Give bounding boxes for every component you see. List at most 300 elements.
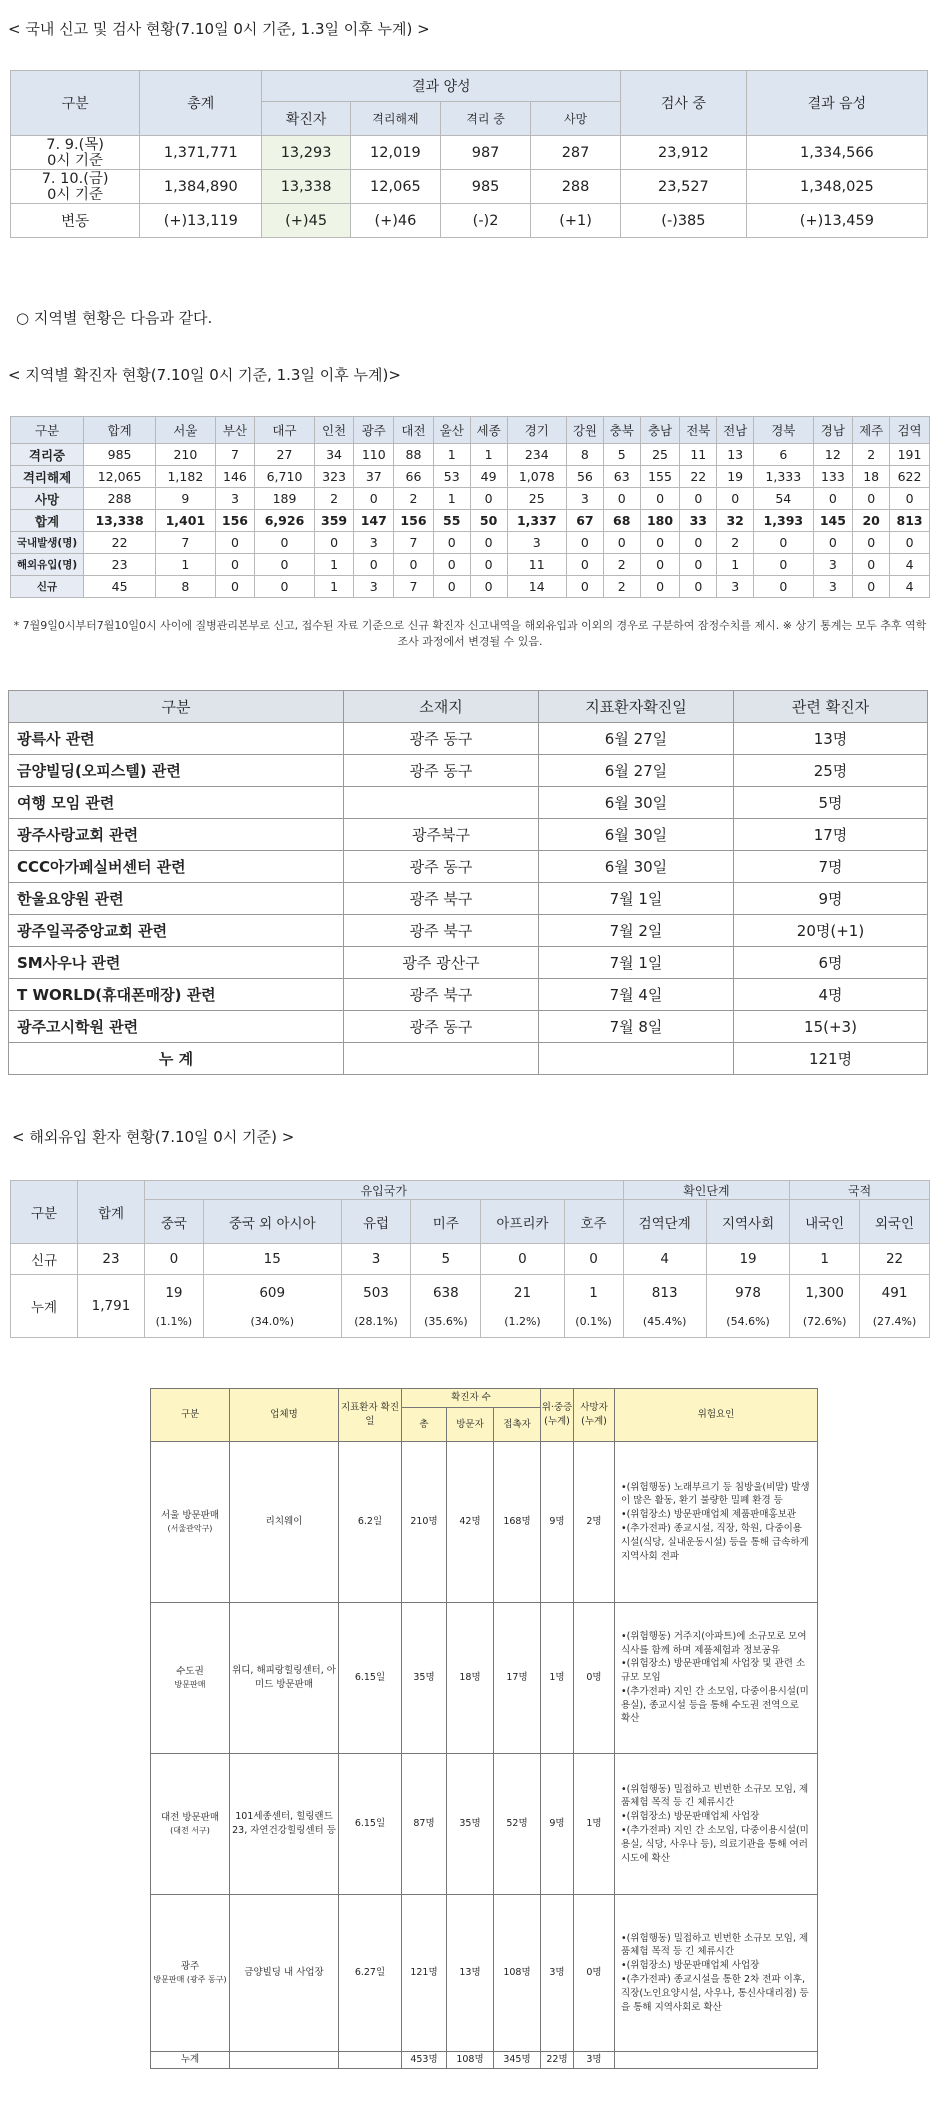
row-label: 격리해제 — [11, 466, 84, 488]
table-cell: 1 — [790, 1244, 860, 1275]
table-cell: 0 — [890, 532, 930, 554]
table-row — [9, 787, 928, 819]
risk-item: •(위험행동) 밀접하고 빈번한 소규모 모임, 제품체험 목적 등 긴 체류시간 — [621, 1932, 809, 1958]
header-deaths: 사망 — [531, 102, 621, 136]
header-nationality: 국적 — [790, 1181, 930, 1200]
cluster-count: 20명(+1) — [734, 915, 928, 947]
cumulative-value: 638 — [432, 1284, 459, 1301]
table-cell: 110 — [354, 444, 394, 466]
table-row — [9, 851, 928, 883]
table-cell: 54 — [754, 488, 813, 510]
cumulative-percent: (1.2%) — [504, 1314, 541, 1328]
table-row — [11, 170, 928, 204]
regional-cases-table — [10, 416, 930, 598]
table-cell: 37 — [354, 466, 394, 488]
table-cell: 0 — [394, 554, 434, 576]
empty-cell — [230, 2052, 339, 2069]
cluster-index-date: 6월 27일 — [539, 723, 734, 755]
total-contact: 345명 — [494, 2052, 541, 2069]
table-row — [151, 1895, 818, 2052]
cell-visitor: 13명 — [447, 1895, 494, 2052]
cluster-name: 금양빌딩(오피스텔) 관련 — [9, 755, 344, 787]
table-cell: 147 — [354, 510, 394, 532]
header-negative: 결과 음성 — [746, 71, 927, 136]
header-risk: 위험요인 — [615, 1389, 818, 1442]
table-cell: 88 — [394, 444, 434, 466]
cell-released: 12,065 — [350, 170, 440, 204]
cell-negative: (+)13,459 — [746, 204, 927, 238]
cluster-location: 광주 동구 — [344, 755, 539, 787]
cumulative-value: 1,300 — [805, 1284, 844, 1301]
table-cell: 191 — [890, 444, 930, 466]
row-label-main: 수도권 — [176, 1666, 204, 1678]
cell-severe: 3명 — [541, 1895, 574, 2052]
cumulative-cell — [145, 1275, 204, 1338]
row-label: 합계 — [11, 510, 84, 532]
table-cell: 66 — [394, 466, 434, 488]
table-cell: 0 — [890, 488, 930, 510]
table-cell: 22 — [84, 532, 156, 554]
cluster-location: 광주 북구 — [344, 915, 539, 947]
cell-company: 금양빌딩 내 사업장 — [230, 1895, 339, 2052]
cluster-index-date: 6월 30일 — [539, 787, 734, 819]
table-cell: 13 — [717, 444, 754, 466]
cell-confirmed: (+)45 — [262, 204, 350, 238]
header-cases: 확진자 수 — [402, 1389, 541, 1408]
column-header: 인천 — [314, 417, 354, 444]
cell-company: 위디, 해피랑힐링센터, 아미드 방문판매 — [230, 1603, 339, 1754]
cell-severe: 9명 — [541, 1754, 574, 1895]
table-cell: 19 — [717, 466, 754, 488]
table-cell: 7 — [156, 532, 215, 554]
column-header: 부산 — [215, 417, 255, 444]
table-cell: 0 — [566, 554, 603, 576]
table-cell: 6 — [754, 444, 813, 466]
table-cell: 0 — [433, 532, 470, 554]
new-row — [11, 1244, 930, 1275]
cell-contact: 168명 — [494, 1442, 541, 1603]
risk-item: •(위험장소) 방문판매업체 사업장 및 관련 소규모 모임 — [621, 1658, 806, 1684]
header-gubun: 구분 — [11, 71, 140, 136]
table-cell: 1 — [156, 554, 215, 576]
column-header: 경기 — [507, 417, 566, 444]
risk-item: •(추가전파) 종교시설, 직장, 학원, 다중이용시설(식당, 실내운동시설) 등을 통해 급속하게 지역사회 전파 — [621, 1523, 809, 1562]
table-cell: 3 — [507, 532, 566, 554]
table-cell: 0 — [640, 554, 680, 576]
table-row — [11, 444, 930, 466]
cell-testing: 23,527 — [621, 170, 747, 204]
cluster-name: 광주일곡중앙교회 관련 — [9, 915, 344, 947]
header-gubun: 구분 — [9, 691, 344, 723]
table-cell: 0 — [754, 576, 813, 598]
header-total: 총계 — [140, 71, 262, 136]
header-released: 격리해제 — [350, 102, 440, 136]
column-header: 울산 — [433, 417, 470, 444]
column-header: 검역단계 — [623, 1200, 706, 1244]
table-cell: 288 — [84, 488, 156, 510]
row-label — [151, 1442, 230, 1603]
cumulative-cell — [203, 1275, 341, 1338]
table-cell: 12 — [813, 444, 853, 466]
column-header: 서울 — [156, 417, 215, 444]
header-confirmed: 확진자 — [262, 102, 350, 136]
cluster-location: 광주 북구 — [344, 883, 539, 915]
table-row — [151, 1754, 818, 1895]
header-gubun: 구분 — [151, 1389, 230, 1442]
risk-item: •(위험행동) 거주지(아파트)에 소규모로 모여 식사를 함께 하며 제품체험과 정보공유 — [621, 1630, 807, 1656]
table-cell: 2 — [603, 554, 640, 576]
cell-negative: 1,348,025 — [746, 170, 927, 204]
table-row — [11, 532, 930, 554]
header-deaths: 사망자 (누계) — [574, 1389, 615, 1442]
cluster-index-date: 6월 27일 — [539, 755, 734, 787]
cluster-location — [344, 787, 539, 819]
cumulative-percent: (1.1%) — [155, 1314, 193, 1328]
table-cell: 8 — [566, 444, 603, 466]
table-cell: 68 — [603, 510, 640, 532]
cumulative-value: 609 — [259, 1284, 286, 1301]
cumulative-row — [11, 1275, 930, 1338]
cluster-index-date: 7월 4일 — [539, 979, 734, 1011]
header-related: 관련 확진자 — [734, 691, 928, 723]
risk-item: •(위험장소) 방문판매업체 제품판매홍보관 — [621, 1509, 797, 1521]
table-header-row — [11, 417, 930, 444]
table-cell: 63 — [603, 466, 640, 488]
table-cell: 15 — [203, 1244, 341, 1275]
header-index-date: 지표환자 확진일 — [339, 1389, 402, 1442]
cell-isolating: 987 — [441, 136, 531, 170]
cluster-name: 광주사랑교회 관련 — [9, 819, 344, 851]
table-cell: 0 — [603, 532, 640, 554]
table-cell: 0 — [566, 576, 603, 598]
row-label-sub: (대전 서구) — [170, 1826, 210, 1836]
cluster-count: 6명 — [734, 947, 928, 979]
column-header: 지역사회 — [706, 1200, 789, 1244]
cell-visitor: 18명 — [447, 1603, 494, 1754]
header-total: 합계 — [78, 1181, 145, 1244]
empty-cell — [339, 2052, 402, 2069]
row-label: 7. 9.(목) 0시 기준 — [11, 136, 140, 170]
table-cell: 18 — [853, 466, 890, 488]
table-cell: 34 — [314, 444, 354, 466]
table-cell: 0 — [470, 488, 507, 510]
table-cell: 359 — [314, 510, 354, 532]
table-row — [11, 204, 928, 238]
table-cell: 50 — [470, 510, 507, 532]
table-cell: 0 — [853, 488, 890, 510]
table-cell: 1 — [433, 444, 470, 466]
header-index-date: 지표환자확진일 — [539, 691, 734, 723]
table-cell: 3 — [354, 576, 394, 598]
table-cell: 0 — [481, 1244, 564, 1275]
cell-date: 6.27일 — [339, 1895, 402, 2052]
table-cell: 0 — [640, 576, 680, 598]
table-cell: 3 — [354, 532, 394, 554]
table-cell: 22 — [860, 1244, 930, 1275]
risk-factors — [615, 1442, 818, 1603]
row-label: 신규 — [11, 1244, 78, 1275]
table-cell: 0 — [754, 532, 813, 554]
table-cell: 1 — [717, 554, 754, 576]
cluster-index-date: 7월 8일 — [539, 1011, 734, 1043]
cluster-location: 광주북구 — [344, 819, 539, 851]
section2-title: < 지역별 확진자 현황(7.10일 0시 기준, 1.3일 이후 누계)> — [8, 366, 401, 384]
column-header: 경북 — [754, 417, 813, 444]
table-cell: 3 — [813, 576, 853, 598]
table-cell: 67 — [566, 510, 603, 532]
table-row — [9, 979, 928, 1011]
cell-deaths: 287 — [531, 136, 621, 170]
cell-deaths: 1명 — [574, 1754, 615, 1895]
cumulative-cell — [623, 1275, 706, 1338]
cell-total: 121명 — [402, 1895, 447, 2052]
cluster-name: T WORLD(휴대폰매장) 관련 — [9, 979, 344, 1011]
cumulative-percent: (28.1%) — [354, 1314, 398, 1328]
cell-date: 6.15일 — [339, 1754, 402, 1895]
header-origin: 유입국가 — [145, 1181, 624, 1200]
table-cell: 1,337 — [507, 510, 566, 532]
column-header: 중국 — [145, 1200, 204, 1244]
cumulative-value: 503 — [363, 1284, 389, 1301]
table-cell: 11 — [680, 444, 717, 466]
cluster-name: CCC아가페실버센터 관련 — [9, 851, 344, 883]
cumulative-percent: (0.1%) — [575, 1314, 612, 1328]
table-row — [11, 488, 930, 510]
cluster-count: 7명 — [734, 851, 928, 883]
row-label — [151, 1895, 230, 2052]
table-cell: 7 — [394, 576, 434, 598]
table-cell: 49 — [470, 466, 507, 488]
table-cell: 7 — [215, 444, 255, 466]
cell-severe: 9명 — [541, 1442, 574, 1603]
table-cell: 155 — [640, 466, 680, 488]
row-label: 7. 10.(금) 0시 기준 — [11, 170, 140, 204]
table-cell: 156 — [215, 510, 255, 532]
column-header: 중국 외 아시아 — [203, 1200, 341, 1244]
table-row — [9, 755, 928, 787]
table-cell: 145 — [813, 510, 853, 532]
table-row — [9, 883, 928, 915]
cluster-count: 9명 — [734, 883, 928, 915]
table-cell: 5 — [603, 444, 640, 466]
cumulative-value: 491 — [881, 1284, 908, 1301]
cell-total: (+)13,119 — [140, 204, 262, 238]
cluster-location: 광주 동구 — [344, 723, 539, 755]
table-cell: 2 — [853, 444, 890, 466]
cluster-location: 광주 동구 — [344, 851, 539, 883]
table-cell: 1 — [314, 576, 354, 598]
cell-total: 1,371,771 — [140, 136, 262, 170]
column-header: 전북 — [680, 417, 717, 444]
cumulative-value: 978 — [735, 1284, 761, 1301]
table-cell: 0 — [215, 532, 255, 554]
table-row — [11, 576, 930, 598]
table-cell: 33 — [680, 510, 717, 532]
table-cell: 7 — [394, 532, 434, 554]
total-visitor: 108명 — [447, 2052, 494, 2069]
table-cell: 0 — [255, 576, 314, 598]
table-row — [9, 819, 928, 851]
row-label — [151, 1603, 230, 1754]
table-cell: 0 — [680, 532, 717, 554]
risk-item: •(위험장소) 방문판매업체 사업장 — [621, 1960, 760, 1972]
table-cell: 0 — [640, 488, 680, 510]
cluster-count: 17명 — [734, 819, 928, 851]
table-cell: 0 — [603, 488, 640, 510]
risk-item: •(추가전파) 지인 간 소모임, 다중이용시설(미용실), 종교시설 등을 통해 수도권 전역으로 확산 — [621, 1685, 809, 1725]
cell-negative: 1,334,566 — [746, 136, 927, 170]
table-cell: 0 — [680, 576, 717, 598]
column-header: 내국인 — [790, 1200, 860, 1244]
risk-item: •(위험행동) 밀접하고 빈번한 소규모 모임, 제품체험 목적 등 긴 체류시간 — [621, 1783, 809, 1809]
column-header: 전남 — [717, 417, 754, 444]
regional-note: * 7월9일0시부터7월10일0시 사이에 질병관리본부로 신고, 접수된 자료 기준으로 신규 확진자 신고내역을 해외유입과 이외의 경우로 구분하여 잠정수치를 제시. ※ 상기 통계는 모두 추후 역학조사 과정에서 변경될 수 있음. — [13, 619, 927, 648]
cumulative-percent: (27.4%) — [872, 1314, 917, 1328]
table-row — [9, 915, 928, 947]
table-cell: 45 — [84, 576, 156, 598]
table-cell: 0 — [433, 554, 470, 576]
table-cell: 22 — [680, 466, 717, 488]
table-cell: 0 — [354, 554, 394, 576]
table-cell: 189 — [255, 488, 314, 510]
row-label: 변동 — [11, 204, 140, 238]
table-row — [9, 947, 928, 979]
table-row — [11, 554, 930, 576]
door-to-door-sales-table — [150, 1388, 818, 2069]
table-cell: 0 — [564, 1244, 623, 1275]
row-label-sub: 방문판매 — [174, 1680, 206, 1690]
table-cell: 0 — [470, 532, 507, 554]
table-cell: 2 — [717, 532, 754, 554]
cumulative-total: 1,791 — [78, 1275, 145, 1338]
risk-factors — [615, 1603, 818, 1754]
table-cell: 2 — [394, 488, 434, 510]
table-cell: 4 — [623, 1244, 706, 1275]
cluster-table — [8, 690, 928, 1075]
cell-visitor: 35명 — [447, 1754, 494, 1895]
cluster-name: 한울요양원 관련 — [9, 883, 344, 915]
table-cell: 12,065 — [84, 466, 156, 488]
cluster-count: 25명 — [734, 755, 928, 787]
table-cell: 0 — [215, 554, 255, 576]
empty-cell — [344, 1043, 539, 1075]
table-cell: 13,338 — [84, 510, 156, 532]
table-cell: 0 — [640, 532, 680, 554]
table-cell: 0 — [255, 532, 314, 554]
cumulative-cell — [706, 1275, 789, 1338]
cluster-index-date: 7월 1일 — [539, 883, 734, 915]
cumulative-cell — [564, 1275, 623, 1338]
column-header: 충남 — [640, 417, 680, 444]
table-cell: 0 — [717, 488, 754, 510]
table-cell: 1,182 — [156, 466, 215, 488]
column-header: 대전 — [394, 417, 434, 444]
table-cell: 0 — [255, 554, 314, 576]
row-label: 사망 — [11, 488, 84, 510]
table-cell: 0 — [853, 554, 890, 576]
table-row — [9, 723, 928, 755]
table-cell: 622 — [890, 466, 930, 488]
table-cell: 0 — [215, 576, 255, 598]
cell-deaths: 0명 — [574, 1603, 615, 1754]
cumulative-cell — [411, 1275, 481, 1338]
row-label: 누계 — [11, 1275, 78, 1338]
empty-cell — [615, 2052, 818, 2069]
column-header: 호주 — [564, 1200, 623, 1244]
cluster-name: 광주고시학원 관련 — [9, 1011, 344, 1043]
row-label-main: 광주 — [180, 1961, 200, 1973]
table-cell: 0 — [813, 488, 853, 510]
table-cell: 27 — [255, 444, 314, 466]
new-total: 23 — [78, 1244, 145, 1275]
cell-deaths: 288 — [531, 170, 621, 204]
table-cell: 156 — [394, 510, 434, 532]
table-row — [11, 136, 928, 170]
header-severe: 위·중증 (누계) — [541, 1389, 574, 1442]
table-cell: 6,710 — [255, 466, 314, 488]
table-cell: 6,926 — [255, 510, 314, 532]
cumulative-percent: (72.6%) — [802, 1314, 847, 1328]
cumulative-percent: (45.4%) — [642, 1314, 687, 1328]
cluster-location: 광주 북구 — [344, 979, 539, 1011]
column-header: 아프리카 — [481, 1200, 564, 1244]
cell-contact: 108명 — [494, 1895, 541, 2052]
table-cell: 0 — [354, 488, 394, 510]
table-cell: 1,401 — [156, 510, 215, 532]
table-cell: 25 — [640, 444, 680, 466]
cumulative-percent: (54.6%) — [726, 1314, 770, 1328]
cell-visitor: 42명 — [447, 1442, 494, 1603]
cell-contact: 52명 — [494, 1754, 541, 1895]
table-cell: 3 — [215, 488, 255, 510]
header-gubun: 구분 — [11, 1181, 78, 1244]
cluster-index-date: 7월 2일 — [539, 915, 734, 947]
table-cell: 1 — [314, 554, 354, 576]
table-cell: 1,393 — [754, 510, 813, 532]
row-label-main: 대전 방문판매 — [160, 1812, 220, 1824]
cluster-index-date: 7월 1일 — [539, 947, 734, 979]
table-cell: 53 — [433, 466, 470, 488]
cell-total: 1,384,890 — [140, 170, 262, 204]
column-header: 대구 — [255, 417, 314, 444]
cumulative-value: 813 — [651, 1284, 678, 1301]
table-cell: 146 — [215, 466, 255, 488]
cell-date: 6.2일 — [339, 1442, 402, 1603]
cell-deaths: 0명 — [574, 1895, 615, 2052]
cumulative-cell — [860, 1275, 930, 1338]
row-label-sub: (서울관악구) — [167, 1524, 213, 1534]
header-stage: 확인단계 — [623, 1181, 790, 1200]
total-deaths: 3명 — [574, 2052, 615, 2069]
table-cell: 323 — [314, 466, 354, 488]
header-visitor: 방문자 — [447, 1407, 494, 1441]
row-label: 국내발생(명) — [11, 532, 84, 554]
table-row — [11, 466, 930, 488]
table-cell: 0 — [754, 554, 813, 576]
table-cell: 2 — [603, 576, 640, 598]
row-label: 격리중 — [11, 444, 84, 466]
table-cell: 0 — [813, 532, 853, 554]
table-cell: 0 — [853, 532, 890, 554]
table-row — [11, 510, 930, 532]
table-row — [151, 1442, 818, 1603]
total-row — [151, 2052, 818, 2069]
row-label-sub: 방문판매 (광주 동구) — [153, 1975, 227, 1985]
domestic-status-table — [10, 70, 928, 238]
cluster-count: 13명 — [734, 723, 928, 755]
table-cell: 133 — [813, 466, 853, 488]
header-company: 업체명 — [230, 1389, 339, 1442]
